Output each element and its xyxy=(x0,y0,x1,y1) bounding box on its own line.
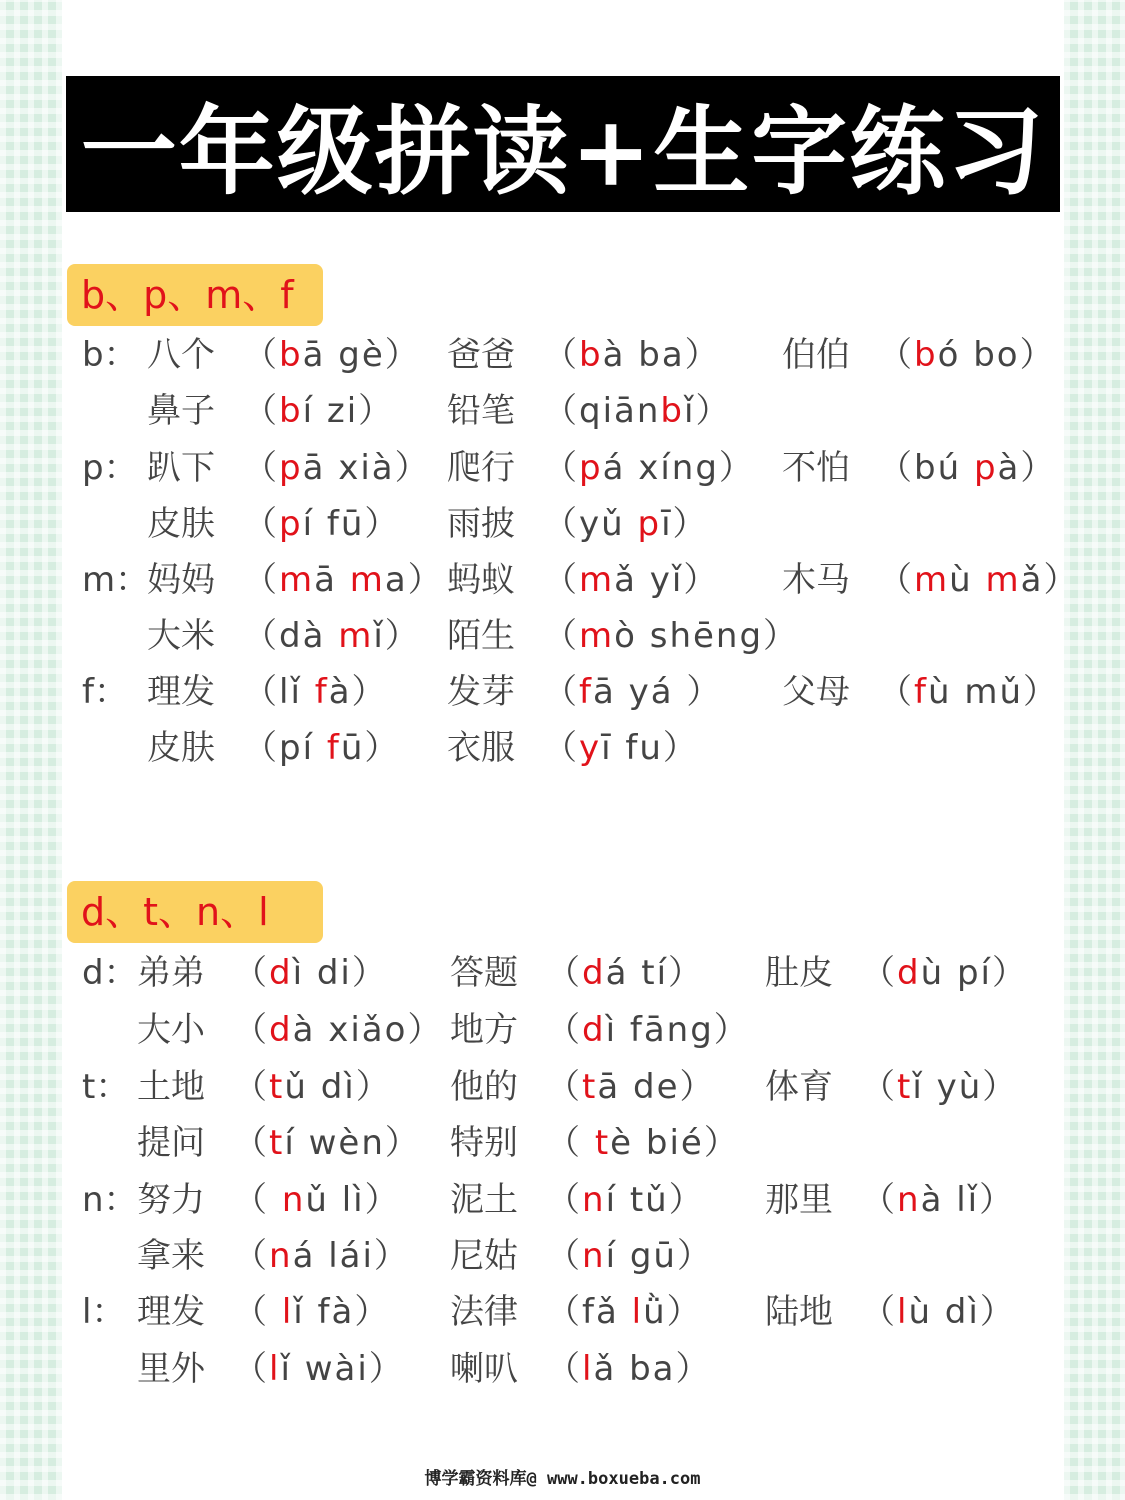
pinyin-segment: à xiǎo） xyxy=(292,1010,444,1050)
hanzi-word: 陌生 xyxy=(447,616,515,656)
pinyin xyxy=(543,383,731,439)
pinyin-segment: （ xyxy=(543,560,579,600)
hanzi-word: 趴下 xyxy=(147,448,215,488)
pinyin-segment: ū） xyxy=(340,728,401,768)
pinyin-initial-highlight: n xyxy=(582,1180,606,1220)
pinyin xyxy=(543,664,722,720)
pinyin-segment: a） xyxy=(384,560,444,600)
hanzi-word: 木马 xyxy=(782,560,850,600)
pinyin-segment: （yǔ xyxy=(543,504,638,544)
hanzi-word: 大米 xyxy=(147,616,215,656)
pinyin-segment: （ xyxy=(233,953,269,993)
pinyin-initial-highlight: n xyxy=(582,1236,606,1276)
pinyin xyxy=(861,1172,1015,1228)
pinyin-segment: ǎ） xyxy=(1020,560,1080,600)
pinyin-segment: （pí xyxy=(243,728,327,768)
pinyin-initial-highlight: p xyxy=(279,504,303,544)
pinyin-initial-highlight: n xyxy=(897,1180,921,1220)
pinyin-segment: ǐ yù） xyxy=(912,1067,1019,1107)
hanzi-word: 雨披 xyxy=(447,504,515,544)
pinyin-initial-highlight: t xyxy=(897,1067,913,1107)
pinyin-initial-highlight: m xyxy=(279,560,315,600)
pinyin-initial-highlight: l xyxy=(281,1292,294,1332)
hanzi-word: 尼姑 xyxy=(450,1236,518,1276)
hanzi-word: 弟弟 xyxy=(137,953,205,993)
pinyin-initial-highlight: p xyxy=(637,504,662,544)
pinyin-initial-highlight: n xyxy=(269,1236,293,1276)
pinyin-initial-highlight: b xyxy=(579,335,603,375)
pinyin-initial-highlight: m xyxy=(914,560,950,600)
pinyin-segment: ì di） xyxy=(292,953,388,993)
hanzi-word: 大小 xyxy=(137,1010,205,1050)
hanzi-word: 爸爸 xyxy=(447,335,515,375)
pinyin xyxy=(233,1172,401,1228)
pinyin-initial-highlight: d xyxy=(269,1010,293,1050)
pinyin xyxy=(546,1172,705,1228)
pinyin-initial-highlight: m xyxy=(349,560,385,600)
pinyin-segment: ī） xyxy=(661,504,709,544)
section-tag: b、p、m、f xyxy=(67,264,323,326)
pinyin-segment: ù mǔ） xyxy=(927,672,1060,712)
pinyin-segment: ù dì） xyxy=(908,1292,1016,1332)
initial-label: t： xyxy=(82,1067,130,1107)
pinyin-segment: （ xyxy=(878,672,914,712)
pinyin xyxy=(546,1284,703,1340)
pinyin-initial-highlight: d xyxy=(897,953,921,993)
pinyin-segment: ì fāng） xyxy=(605,1010,750,1050)
pinyin xyxy=(543,552,719,608)
pinyin-initial-highlight: f xyxy=(314,672,329,712)
pinyin xyxy=(878,327,1056,383)
initial-label: m： xyxy=(82,560,150,600)
pinyin xyxy=(878,552,1079,608)
pinyin-segment: ǎ yǐ） xyxy=(614,560,720,600)
pinyin-initial-highlight: l xyxy=(897,1292,909,1332)
hanzi-word: 衣服 xyxy=(447,728,515,768)
pinyin-segment: （ xyxy=(546,1349,582,1389)
pinyin-initial-highlight: t xyxy=(269,1067,285,1107)
hanzi-word: 妈妈 xyxy=(147,560,215,600)
pinyin-segment: （ xyxy=(243,448,279,488)
pinyin-segment: （ xyxy=(233,1236,269,1276)
pinyin-segment: （ xyxy=(233,1010,269,1050)
hanzi-word: 八个 xyxy=(147,335,215,375)
pinyin-segment: （ xyxy=(546,1180,582,1220)
pinyin-segment: à ba） xyxy=(602,335,721,375)
pinyin xyxy=(546,1115,740,1171)
hanzi-word: 皮肤 xyxy=(147,504,215,544)
pinyin xyxy=(243,720,400,776)
pinyin-segment: （ xyxy=(543,728,579,768)
hanzi-word: 理发 xyxy=(137,1292,205,1332)
pinyin xyxy=(233,1341,405,1397)
pinyin-segment: è bié） xyxy=(610,1123,740,1163)
pinyin-segment: ǐ） xyxy=(684,391,732,431)
hanzi-word: 喇叭 xyxy=(450,1349,518,1389)
pinyin-segment: ā xià） xyxy=(302,448,431,488)
pinyin-segment: í tǔ） xyxy=(605,1180,705,1220)
pinyin xyxy=(233,1002,443,1058)
pinyin-segment: ī fu） xyxy=(601,728,699,768)
pinyin-segment: ò shēng） xyxy=(614,616,800,656)
pinyin-segment: （ xyxy=(543,448,579,488)
pinyin-segment: í gū） xyxy=(605,1236,713,1276)
pinyin xyxy=(546,945,704,1001)
pinyin-segment: （ xyxy=(861,953,897,993)
pinyin-initial-highlight: p xyxy=(279,448,303,488)
hanzi-word: 里外 xyxy=(137,1349,205,1389)
pinyin-segment: ǐ） xyxy=(373,616,421,656)
pinyin xyxy=(243,664,388,720)
pinyin-initial-highlight: y xyxy=(579,728,602,768)
pinyin-initial-highlight: m xyxy=(338,616,374,656)
pinyin-segment: í zi） xyxy=(302,391,395,431)
pinyin-initial-highlight: p xyxy=(973,448,998,488)
initial-label: b： xyxy=(82,335,138,375)
pinyin-segment: ǐ wài） xyxy=(280,1349,405,1389)
pinyin xyxy=(233,1115,421,1171)
pinyin-initial-highlight: d xyxy=(582,953,606,993)
pinyin-segment: ǐ fà） xyxy=(293,1292,391,1332)
pinyin-segment: ù pí） xyxy=(920,953,1028,993)
hanzi-word: 那里 xyxy=(765,1180,833,1220)
hanzi-word: 答题 xyxy=(450,953,518,993)
pinyin-segment: ǔ lì） xyxy=(305,1180,401,1220)
pinyin-initial-highlight: f xyxy=(326,728,341,768)
pinyin xyxy=(861,1284,1016,1340)
pinyin-segment: ā de） xyxy=(597,1067,716,1107)
initial-label: p： xyxy=(82,448,138,488)
hanzi-word: 肚皮 xyxy=(765,953,833,993)
pinyin xyxy=(546,1059,716,1115)
pinyin xyxy=(243,608,421,664)
initial-label: d： xyxy=(82,953,138,993)
pinyin-segment: （ xyxy=(243,391,279,431)
initial-label: n： xyxy=(82,1180,138,1220)
pinyin-initial-highlight: l xyxy=(631,1292,644,1332)
pinyin-initial-highlight: b xyxy=(279,335,303,375)
pinyin-segment: ǜ） xyxy=(643,1292,703,1332)
pinyin-segment: （ xyxy=(243,560,279,600)
pinyin-segment: ǔ dì） xyxy=(284,1067,392,1107)
hanzi-word: 伯伯 xyxy=(782,335,850,375)
pinyin-initial-highlight: d xyxy=(269,953,293,993)
pinyin-segment: （ xyxy=(233,1349,269,1389)
hanzi-word: 发芽 xyxy=(447,672,515,712)
pinyin xyxy=(543,608,799,664)
pinyin xyxy=(546,1228,713,1284)
pinyin-segment: （ xyxy=(543,672,579,712)
pinyin xyxy=(243,383,394,439)
pinyin-segment: （ xyxy=(543,616,579,656)
pinyin-segment: （qiān xyxy=(543,391,661,431)
pinyin-initial-highlight: t xyxy=(269,1123,285,1163)
pinyin-initial-highlight: t xyxy=(594,1123,611,1163)
pinyin-initial-highlight: n xyxy=(281,1180,306,1220)
hanzi-word: 鼻子 xyxy=(147,391,215,431)
pinyin xyxy=(543,327,721,383)
hanzi-word: 法律 xyxy=(450,1292,518,1332)
pinyin xyxy=(243,552,444,608)
pinyin-segment: à） xyxy=(328,672,388,712)
pinyin-segment: ā yá ） xyxy=(592,672,723,712)
pinyin-initial-highlight: d xyxy=(582,1010,606,1050)
hanzi-word: 他的 xyxy=(450,1067,518,1107)
pinyin-segment: （ xyxy=(878,560,914,600)
initial-label: l： xyxy=(82,1292,126,1332)
hanzi-word: 提问 xyxy=(137,1123,205,1163)
pinyin-initial-highlight: b xyxy=(660,391,685,431)
pinyin-initial-highlight: b xyxy=(279,391,303,431)
pinyin-segment: （lǐ xyxy=(243,672,315,712)
pinyin-segment: （ xyxy=(233,1180,282,1220)
pinyin-segment: （ xyxy=(861,1180,897,1220)
pinyin xyxy=(878,440,1056,496)
pinyin-initial-highlight: b xyxy=(914,335,938,375)
hanzi-word: 土地 xyxy=(137,1067,205,1107)
pinyin-initial-highlight: f xyxy=(579,672,593,712)
pinyin-segment: ā gè） xyxy=(302,335,421,375)
pinyin xyxy=(233,945,388,1001)
hanzi-word: 特别 xyxy=(450,1123,518,1163)
pinyin-initial-highlight: m xyxy=(579,560,615,600)
pinyin xyxy=(878,664,1059,720)
pinyin-segment: （ xyxy=(861,1067,897,1107)
pinyin-initial-highlight: f xyxy=(914,672,928,712)
hanzi-word: 铅笔 xyxy=(447,391,515,431)
pinyin-segment: （ xyxy=(546,1010,582,1050)
pinyin-segment: （ xyxy=(233,1292,282,1332)
section-tag: d、t、n、l xyxy=(67,881,323,943)
pinyin-segment: （ xyxy=(243,335,279,375)
pinyin-segment: （ xyxy=(878,335,914,375)
page-title: 一年级拼读+生字练习 xyxy=(66,76,1060,212)
pinyin-segment: （ xyxy=(861,1292,897,1332)
hanzi-word: 拿来 xyxy=(137,1236,205,1276)
pinyin xyxy=(243,496,400,552)
pinyin xyxy=(861,1059,1018,1115)
pinyin-segment: （ xyxy=(546,1236,582,1276)
pinyin xyxy=(243,327,421,383)
pinyin xyxy=(546,1002,750,1058)
hanzi-word: 皮肤 xyxy=(147,728,215,768)
pinyin xyxy=(543,496,709,552)
pinyin-segment: à） xyxy=(997,448,1057,488)
hanzi-word: 泥土 xyxy=(450,1180,518,1220)
pinyin-initial-highlight: l xyxy=(582,1349,594,1389)
pinyin-segment: （ xyxy=(546,1123,595,1163)
pinyin xyxy=(543,720,699,776)
pinyin-segment: ù xyxy=(949,560,986,600)
hanzi-word: 爬行 xyxy=(447,448,515,488)
hanzi-word: 理发 xyxy=(147,672,215,712)
pinyin xyxy=(543,440,755,496)
pinyin-segment: （ xyxy=(233,1123,269,1163)
pinyin-initial-highlight: t xyxy=(582,1067,598,1107)
pinyin-segment: ā xyxy=(314,560,350,600)
pinyin-segment: á lái） xyxy=(292,1236,410,1276)
pinyin-segment: í fū） xyxy=(302,504,401,544)
pinyin-segment: á xíng） xyxy=(602,448,755,488)
pinyin-initial-highlight: m xyxy=(985,560,1021,600)
pinyin-segment: （fǎ xyxy=(546,1292,632,1332)
hanzi-word: 地方 xyxy=(450,1010,518,1050)
pinyin xyxy=(546,1341,712,1397)
hanzi-word: 不怕 xyxy=(782,448,850,488)
pinyin-segment: （ xyxy=(243,504,279,544)
pinyin-segment: （ xyxy=(233,1067,269,1107)
pinyin-segment: á tí） xyxy=(605,953,705,993)
pinyin-segment: ǎ ba） xyxy=(593,1349,712,1389)
pinyin xyxy=(233,1284,390,1340)
pinyin xyxy=(233,1059,392,1115)
pinyin-initial-highlight: m xyxy=(579,616,615,656)
pinyin-segment: ó bo） xyxy=(937,335,1056,375)
hanzi-word: 蚂蚁 xyxy=(447,560,515,600)
pinyin-initial-highlight: p xyxy=(579,448,603,488)
pinyin xyxy=(233,1228,410,1284)
hanzi-word: 陆地 xyxy=(765,1292,833,1332)
hanzi-word: 努力 xyxy=(137,1180,205,1220)
hanzi-word: 父母 xyxy=(782,672,850,712)
pinyin-initial-highlight: l xyxy=(269,1349,281,1389)
pinyin xyxy=(243,440,431,496)
pinyin-segment: （ xyxy=(546,953,582,993)
pinyin-segment: （bú xyxy=(878,448,974,488)
pinyin-segment: à lǐ） xyxy=(920,1180,1016,1220)
hanzi-word: 体育 xyxy=(765,1067,833,1107)
pinyin-segment: í wèn） xyxy=(284,1123,421,1163)
initial-label: f： xyxy=(82,672,128,712)
pinyin-segment: （ xyxy=(546,1067,582,1107)
footer-watermark: 博学霸资料库@ www.boxueba.com xyxy=(424,1469,701,1489)
pinyin-segment: （dà xyxy=(243,616,339,656)
pinyin xyxy=(861,945,1028,1001)
pinyin-segment: （ xyxy=(543,335,579,375)
